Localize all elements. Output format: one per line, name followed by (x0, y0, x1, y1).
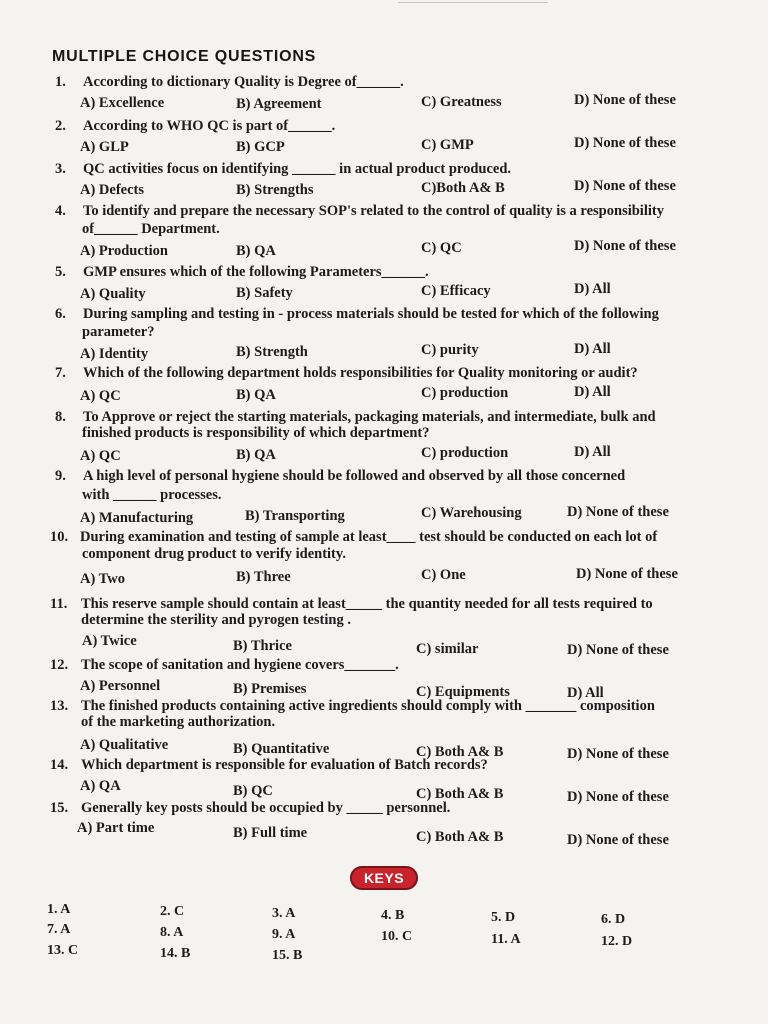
option-c: C) Both A& B (416, 786, 504, 802)
option-d: D) All (567, 685, 604, 701)
option-c: C) purity (421, 342, 479, 358)
question-number: 14. (50, 757, 69, 773)
question-text: Generally key posts should be occupied by _____ personnel. (81, 800, 451, 816)
question-number: 7. (55, 365, 66, 381)
question-continuation: with ______ processes. (82, 487, 222, 503)
option-c: C) Greatness (421, 94, 502, 110)
question-number: 12. (50, 657, 69, 673)
answer-key: 8. A (160, 925, 184, 940)
answer-key: 2. C (160, 904, 185, 919)
option-b: B) QA (236, 387, 276, 403)
question-number: 3. (55, 161, 66, 177)
question-continuation: of the marketing authorization. (81, 714, 276, 730)
answer-key: 14. B (160, 946, 191, 961)
option-b: B) Safety (236, 285, 293, 301)
option-c: C) production (421, 385, 509, 401)
option-a: A) GLP (80, 139, 129, 155)
question-number: 8. (55, 409, 66, 425)
answer-key: 9. A (272, 927, 296, 942)
option-b: B) Agreement (236, 96, 322, 112)
option-a: A) Excellence (80, 95, 165, 111)
question-number: 9. (55, 468, 66, 484)
option-a: A) Two (80, 571, 125, 587)
option-a: A) QC (80, 448, 121, 464)
option-c: C) Efficacy (421, 283, 491, 299)
question-text: To Approve or reject the starting materials, packaging materials, and intermediate, bulk and (83, 409, 656, 425)
option-a: A) Defects (80, 182, 145, 198)
answer-key: 11. A (491, 932, 521, 947)
question-continuation: finished products is responsibility of which department? (82, 425, 430, 441)
answer-key: 15. B (272, 948, 303, 963)
option-b: B) Full time (233, 825, 308, 841)
question-number: 1. (55, 74, 66, 90)
option-d: D) All (574, 281, 611, 297)
option-a: A) Twice (82, 633, 137, 649)
question-text: A high level of personal hygiene should be followed and observed by all those concerned (83, 468, 626, 484)
option-c: C) Both A& B (416, 829, 504, 845)
question-number: 5. (55, 264, 66, 280)
option-a: A) Manufacturing (80, 510, 194, 526)
page-title: MULTIPLE CHOICE QUESTIONS (52, 48, 317, 65)
question-text: Which department is responsible for evaluation of Batch records? (81, 757, 488, 773)
question-continuation: parameter? (82, 324, 155, 340)
option-b: B) QC (233, 783, 273, 799)
option-b: B) Transporting (245, 508, 345, 524)
option-d: D) None of these (567, 789, 669, 805)
question-text: This reserve sample should contain at least_____ the quantity needed for all tests required to (81, 596, 653, 612)
question-number: 2. (55, 118, 66, 134)
option-a: A) QA (80, 778, 121, 794)
question-text: The scope of sanitation and hygiene covers_______. (81, 657, 399, 673)
answer-key: 1. A (47, 902, 71, 917)
option-d: D) None of these (576, 566, 678, 582)
option-d: D) None of these (574, 178, 676, 194)
question-text: During sampling and testing in - process materials should be tested for which of the following (83, 306, 659, 322)
answer-key: 7. A (47, 922, 71, 937)
answer-key: 6. D (601, 912, 626, 927)
question-text: The finished products containing active ingredients should comply with _______ composition (81, 698, 655, 714)
option-a: A) Quality (80, 286, 146, 302)
answer-key: 13. C (47, 943, 79, 958)
question-continuation: of______ Department. (82, 221, 220, 237)
question-continuation: determine the sterility and pyrogen testing . (81, 612, 351, 628)
option-c: C) QC (421, 240, 462, 256)
option-b: B) QA (236, 447, 276, 463)
option-a: A) Qualitative (80, 737, 169, 753)
option-c: C) Both A& B (416, 744, 504, 760)
option-d: D) None of these (574, 135, 676, 151)
option-c: C)Both A& B (421, 180, 505, 196)
option-b: B) Strength (236, 344, 308, 360)
option-c: C) Equipments (416, 684, 510, 700)
option-c: C) similar (416, 641, 479, 657)
question-number: 6. (55, 306, 66, 322)
option-c: C) GMP (421, 137, 474, 153)
option-b: B) Strengths (236, 182, 314, 198)
question-continuation: component drug product to verify identity. (82, 546, 346, 562)
top-rule (398, 2, 548, 3)
question-text: QC activities focus on identifying ______ in actual product produced. (83, 161, 512, 177)
question-text: According to WHO QC is part of______. (83, 118, 336, 134)
question-number: 11. (50, 596, 68, 612)
option-c: C) production (421, 445, 509, 461)
keys-badge: KEYS (350, 866, 418, 890)
option-b: B) Three (236, 569, 291, 585)
option-a: A) Part time (77, 820, 155, 836)
option-b: B) GCP (236, 139, 285, 155)
option-c: C) One (421, 567, 466, 583)
answer-key: 5. D (491, 910, 516, 925)
option-b: B) Premises (233, 681, 307, 697)
option-d: D) All (574, 444, 611, 460)
option-d: D) None of these (567, 504, 669, 520)
option-d: D) None of these (567, 832, 669, 848)
question-number: 13. (50, 698, 69, 714)
option-d: D) None of these (567, 642, 669, 658)
option-c: C) Warehousing (421, 505, 522, 521)
option-b: B) Quantitative (233, 741, 330, 757)
answer-key: 10. C (381, 929, 413, 944)
question-text: To identify and prepare the necessary SOP's related to the control of quality is a responsibility (83, 203, 664, 219)
option-d: D) All (574, 341, 611, 357)
option-d: D) None of these (567, 746, 669, 762)
option-d: D) All (574, 384, 611, 400)
option-a: A) Identity (80, 346, 149, 362)
answer-key: 3. A (272, 906, 296, 921)
question-text: During examination and testing of sample at least____ test should be conducted on each lot of (80, 529, 658, 545)
question-number: 15. (50, 800, 69, 816)
question-text: GMP ensures which of the following Parameters______. (83, 264, 429, 280)
option-d: D) None of these (574, 92, 676, 108)
option-d: D) None of these (574, 238, 676, 254)
option-a: A) Production (80, 243, 168, 259)
question-number: 10. (50, 529, 69, 545)
question-text: According to dictionary Quality is Degree of______. (83, 74, 404, 90)
answer-key: 12. D (601, 934, 633, 949)
option-a: A) Personnel (80, 678, 161, 694)
option-a: A) QC (80, 388, 121, 404)
option-b: B) Thrice (233, 638, 292, 654)
option-b: B) QA (236, 243, 276, 259)
question-number: 4. (55, 203, 66, 219)
answer-key: 4. B (381, 908, 405, 923)
question-text: Which of the following department holds responsibilities for Quality monitoring or audit? (83, 365, 638, 381)
